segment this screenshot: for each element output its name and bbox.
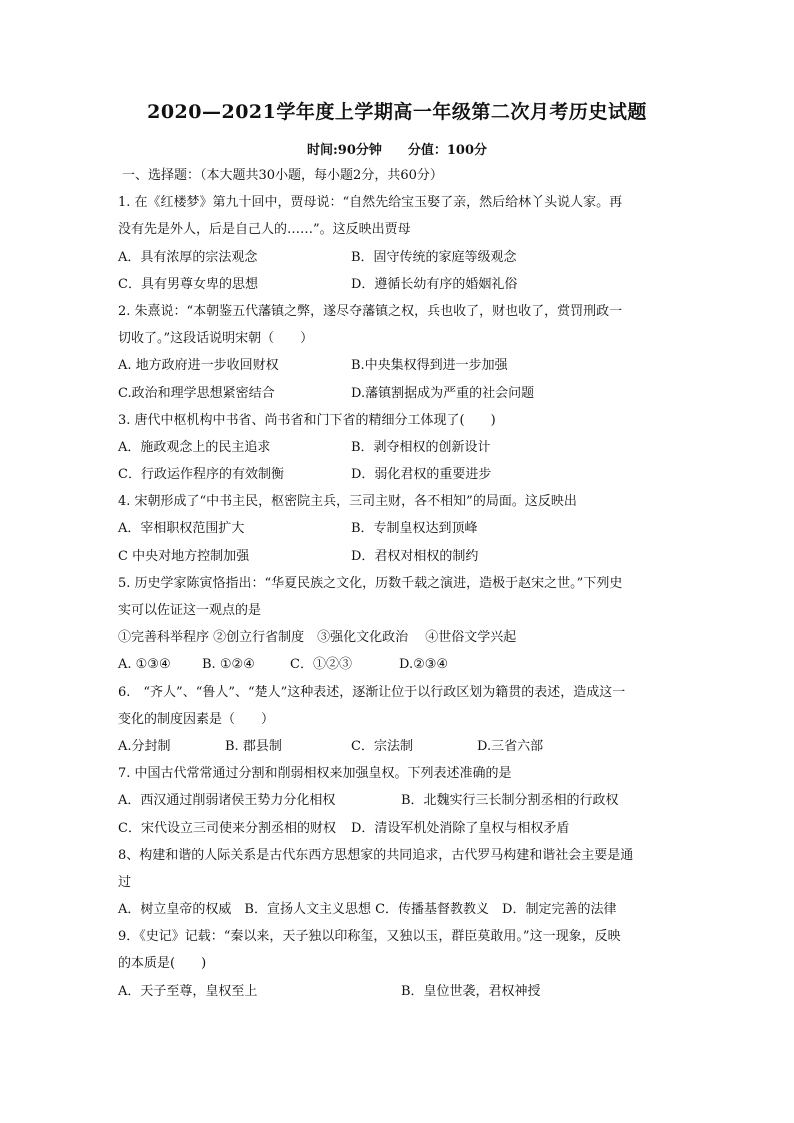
option-row xyxy=(118,896,678,923)
option-row xyxy=(118,815,678,842)
answer-option[interactable]: C．宋代设立三司使来分割丞相的财权 xyxy=(118,820,336,836)
answer-option[interactable]: C.政治和理学思想紧密结合 xyxy=(118,385,275,401)
question-stem-line: 的本质是( ) xyxy=(118,956,207,972)
answer-option[interactable]: A.分封制 xyxy=(118,738,171,754)
option-row xyxy=(118,244,678,271)
answer-option[interactable]: A．西汉通过削弱诸侯王势力分化相权 xyxy=(118,793,336,809)
question-stem-line: 2. 朱熹说：“本朝鉴五代藩镇之弊，遂尽夺藩镇之权，兵也收了，财也收了，赏罚刑政一 xyxy=(118,303,623,319)
answer-option[interactable]: B．专制皇权达到顶峰 xyxy=(351,521,478,537)
option-row xyxy=(118,271,678,298)
section-heading: 一、选择题：（本大题共30小题，每小题2分，共60分） xyxy=(122,168,443,183)
question-stem-line: 5. 历史学家陈寅恪指出：“华夏民族之文化，历数千载之演进，造极于赵宋之世。”下列史 xyxy=(118,575,623,591)
question xyxy=(118,488,678,570)
option-row xyxy=(118,380,678,407)
question xyxy=(118,407,678,489)
answer-option[interactable]: D．弱化君权的重要进步 xyxy=(351,467,492,483)
exam-time: 时间:90分钟 xyxy=(306,143,382,158)
option-row xyxy=(118,733,678,760)
answer-option[interactable]: B．皇位世袭，君权神授 xyxy=(401,983,541,999)
question-stem-line: 1. 在《红楼梦》第九十回中，贾母说：“自然先给宝玉娶了亲，然后给林丫头说人家。再 xyxy=(118,195,623,211)
question-stem-line: 变化的制度因素是（ ） xyxy=(118,711,275,727)
answer-option[interactable]: D．遵循长幼有序的婚姻礼俗 xyxy=(351,276,518,292)
exam-meta xyxy=(0,139,794,158)
answer-option[interactable]: C．①②③ xyxy=(290,657,352,673)
option-row xyxy=(118,978,678,1005)
question-stem-line: 实可以佐证这一观点的是 xyxy=(118,603,262,618)
option-row xyxy=(118,651,678,678)
answer-option[interactable]: A. 地方政府进一步收回财权 xyxy=(118,358,279,374)
answer-option[interactable]: D．清设军机处消除了皇权与相权矛盾 xyxy=(351,820,570,836)
answer-option[interactable]: A．施政观念上的民主追求 xyxy=(118,439,271,455)
question-stem-line: 6. “齐人”、“鲁人”、“楚人”这种表述，逐渐让位于以行政区划为籍贯的表述，造成这一 xyxy=(118,684,626,700)
option-row xyxy=(118,543,678,570)
answer-option[interactable]: A．天子至尊，皇权至上 xyxy=(118,983,258,999)
answer-option[interactable]: C．宗法制 xyxy=(351,738,413,754)
question-list xyxy=(118,162,678,1005)
question-stem-line: 切收了。”这段话说明宋朝（ ） xyxy=(118,331,314,347)
answer-option[interactable]: C 中央对地方控制加强 xyxy=(118,548,250,564)
answer-option[interactable]: C．行政运作程序的有效制衡 xyxy=(118,467,284,483)
answer-option[interactable]: A．宰相职权范围扩大 xyxy=(118,521,245,537)
answer-option[interactable]: B．北魏实行三长制分割丞相的行政权 xyxy=(401,793,619,809)
option-row xyxy=(118,461,678,488)
question xyxy=(118,679,678,761)
question-stem-line: 9．《史记》记载：“秦以来，天子独以印称玺，又独以玉，群臣莫敢用。”这一现象，反映 xyxy=(118,929,621,945)
answer-option[interactable]: B.中央集权得到进一步加强 xyxy=(351,358,508,374)
answer-option[interactable]: B. 郡县制 xyxy=(225,738,282,754)
question-stem-line: 没有先是外人，后是自己人的……”。这反映出贾母 xyxy=(118,222,411,238)
question xyxy=(118,298,678,407)
answer-option[interactable]: C．具有男尊女卑的思想 xyxy=(118,276,258,292)
answer-option[interactable]: A．具有浓厚的宗法观念 xyxy=(118,249,258,265)
question xyxy=(118,760,678,842)
answer-option[interactable]: D.藩镇割据成为严重的社会问题 xyxy=(351,385,535,401)
answer-option[interactable]: D.②③④ xyxy=(399,657,449,673)
answer-option[interactable]: D.三省六部 xyxy=(477,738,544,754)
question xyxy=(118,923,678,1005)
answer-option[interactable]: A. ①③④ xyxy=(118,657,171,673)
question xyxy=(118,570,678,679)
question xyxy=(118,842,678,924)
answer-option[interactable]: D．君权对相权的制约 xyxy=(351,548,479,564)
answer-option[interactable]: B．剥夺相权的创新设计 xyxy=(351,439,491,455)
option-row xyxy=(118,434,678,461)
exam-score: 分值：100分 xyxy=(407,143,488,158)
question-stem-line: ①完善科举程序 ②创立行省制度 ③强化文化政治 ④世俗文学兴起 xyxy=(118,630,517,646)
question-stem-line: 3. 唐代中枢机构中书省、尚书省和门下省的精细分工体现了( ) xyxy=(118,412,496,428)
answer-option[interactable]: B. ①②④ xyxy=(202,657,255,673)
option-row xyxy=(118,787,678,814)
option-row xyxy=(118,352,678,379)
page-title: 2020—2021学年度上学期高一年级第二次月考历史试题 xyxy=(147,101,647,123)
question-stem-line: 过 xyxy=(118,874,132,890)
question-stem-line: 7. 中国古代常常通过分割和削弱相权来加强皇权。下列表述准确的是 xyxy=(118,766,512,782)
option-row xyxy=(118,515,678,542)
answer-option[interactable]: B．固守传统的家庭等级观念 xyxy=(351,249,517,265)
question-stem-line: 4. 宋朝形成了“中书主民，枢密院主兵，三司主财，各不相知”的局面。这反映出 xyxy=(118,494,577,510)
question-stem-line: 8、构建和谐的人际关系是古代东西方思想家的共同追求，古代罗马构建和谐社会主要是通 xyxy=(118,847,634,863)
question xyxy=(118,189,678,298)
answer-option[interactable]: A．树立皇帝的权威 B．宣扬人文主义思想 C．传播基督教教义 D．制定完善的法律 xyxy=(118,902,617,918)
